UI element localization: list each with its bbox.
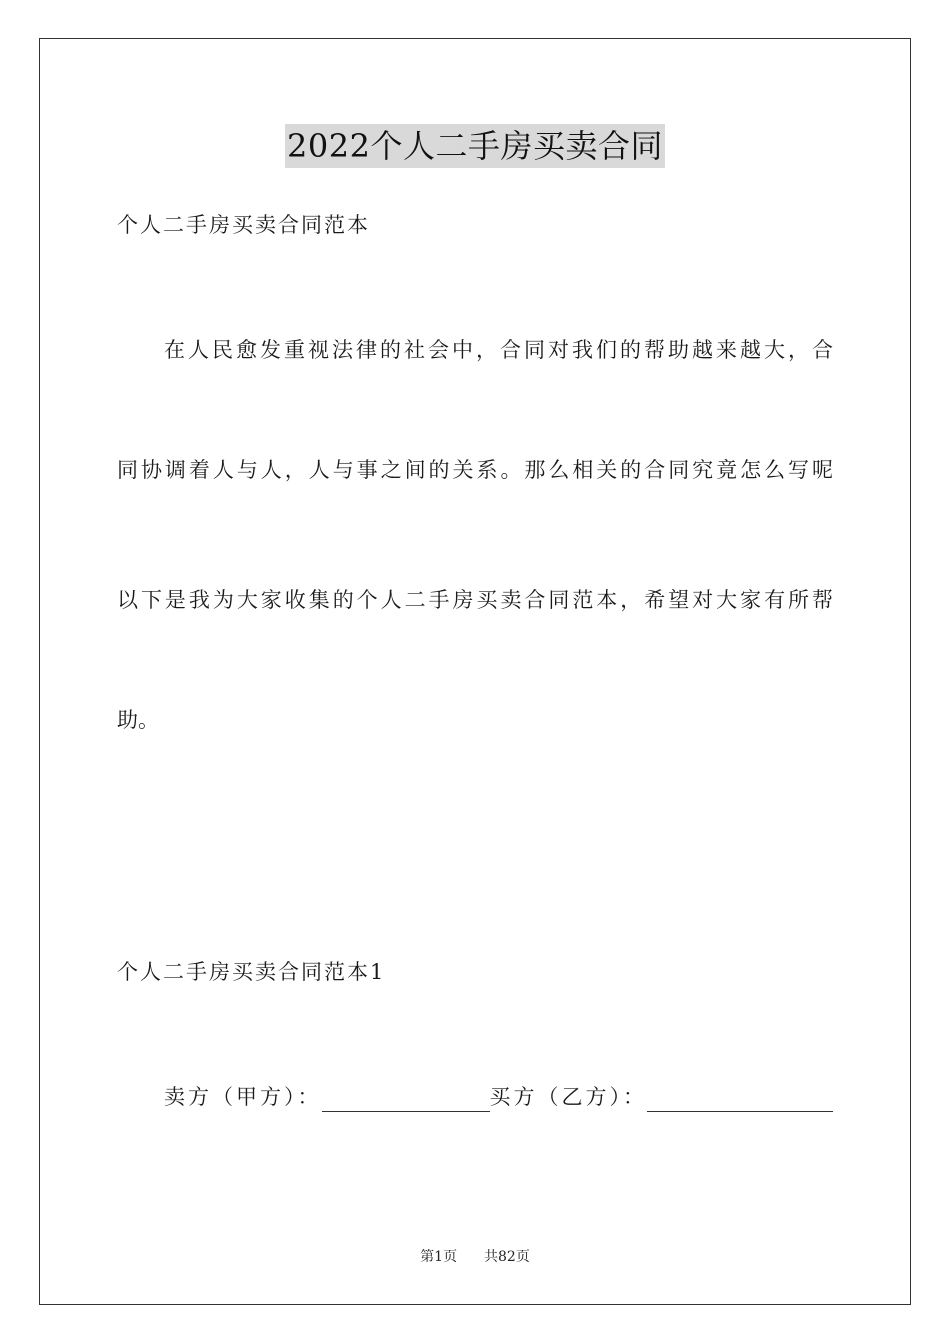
- page-number-total: 共82页: [484, 1249, 530, 1265]
- page-footer: [0, 1247, 950, 1267]
- section-heading: 个人二手房买卖合同范本1: [117, 960, 386, 984]
- buyer-blank-field[interactable]: [647, 1087, 833, 1112]
- parties-line: [164, 1082, 833, 1112]
- document-subtitle: 个人二手房买卖合同范本: [117, 213, 370, 237]
- title-container: [0, 124, 950, 168]
- intro-line-3: 以下是我为大家收集的个人二手房买卖合同范本，希望对大家有所帮: [117, 588, 833, 612]
- page-number-current: 第1页: [420, 1249, 458, 1265]
- intro-line-4: 助。: [117, 708, 159, 732]
- intro-line-1: 在人民愈发重视法律的社会中，合同对我们的帮助越来越大，合: [164, 338, 833, 362]
- document-title: 2022个人二手房买卖合同: [285, 124, 665, 168]
- buyer-label: 买方（乙方）：: [489, 1085, 647, 1109]
- seller-label: 卖方（甲方）：: [164, 1085, 322, 1109]
- seller-blank-field[interactable]: [322, 1087, 490, 1112]
- intro-line-2: 同协调着人与人，人与事之间的关系。那么相关的合同究竟怎么写呢: [117, 458, 833, 482]
